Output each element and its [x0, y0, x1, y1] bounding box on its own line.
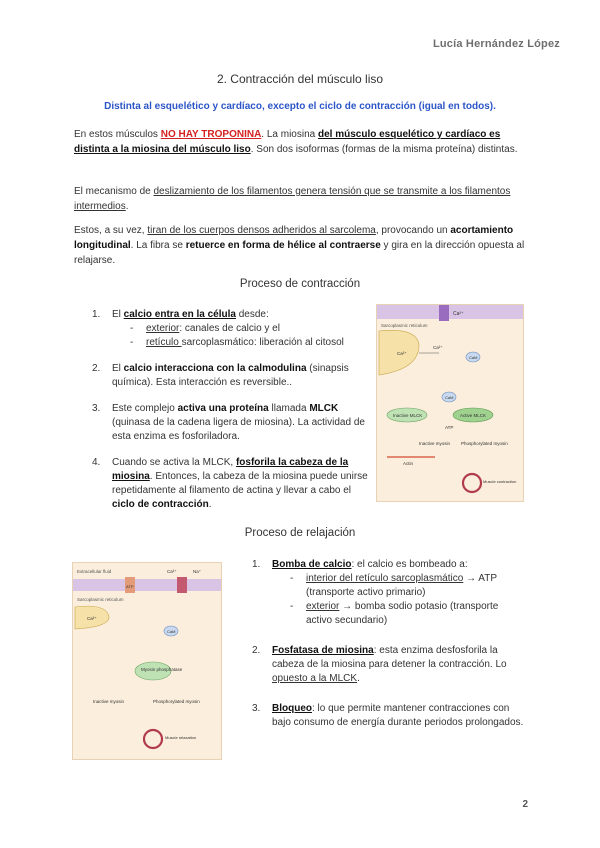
- cam-label-1: CaM: [469, 355, 478, 360]
- phosphorylated-myosin-label: Phosphorylated myosin: [153, 699, 200, 704]
- actin-label: Actin: [403, 461, 414, 466]
- relaxation-sub-2: - exterior → bomba sodio potasio (transporte activo secundario): [290, 601, 499, 626]
- cam-label: CaM: [167, 629, 176, 634]
- contraction-ring: [463, 474, 481, 492]
- sr-label: Sarcoplasmic reticulum: [77, 597, 124, 602]
- ca-label-top: Ca²⁺: [167, 569, 177, 574]
- inactive-mlck-label: Inactive MLCK: [393, 413, 423, 418]
- sodium-exchanger: [177, 577, 187, 593]
- ca-label-sr: Ca²⁺: [397, 351, 407, 356]
- muscle-contraction-label: Muscle contraction: [483, 479, 517, 484]
- ca-label-sr: Ca²⁺: [87, 616, 97, 621]
- cell-membrane: [73, 579, 221, 591]
- muscle-relaxation-label: Muscle relaxation: [165, 735, 197, 740]
- section-subtitle: Distinta al esquelético y cardíaco, excepto el ciclo de contracción (igual en todos).: [104, 101, 496, 112]
- contraction-heading: Proceso de contracción: [239, 278, 361, 290]
- relaxation-step-3: 3. Bloqueo: lo que permite mantener contracciones con bajo consumo de energía durante periodos prolongados.: [252, 703, 524, 728]
- inactive-myosin-label: Inactive myosin: [419, 441, 451, 446]
- ca-label-mid: Ca²⁺: [433, 345, 443, 350]
- phosphorylated-myosin-label: Phosphorylated myosin: [461, 441, 508, 446]
- contraction-step-3: 3. Este complejo activa una proteína llamada MLCK (quinasa de la cadena ligera de miosina). La actividad de esta enzima es fosforiladora.: [92, 403, 365, 442]
- relaxation-heading: Proceso de relajación: [244, 527, 356, 539]
- intro-paragraph-3: Estos, a su vez, tiran de los cuerpos densos adheridos al sarcolema, provocando un acortamiento longitudinal. La fibra se retuerce en forma de hélice al contraerse y gira en la dirección opuesta al relajarse.: [74, 225, 525, 266]
- contraction-step-1: 1. El calcio entra en la célula desde: - exterior: canales de calcio y el - retículo sarcoplasmático: liberación al citosol: [92, 308, 372, 350]
- active-mlck-label: Active MLCK: [460, 413, 487, 418]
- relaxation-sub-1: - interior del retículo sarcoplasmático → ATP (transporte activo primario): [290, 573, 497, 598]
- contraction-sub-2: - retículo sarcoplasmático: liberación al citosol: [130, 337, 344, 348]
- atp-pump-label: ATP: [126, 584, 134, 589]
- atp-label: ATP: [445, 425, 454, 430]
- contraction-step-4: 4. Cuando se activa la MLCK, fosforila la cabeza de la miosina. Entonces, la cabeza de la miosina puede unirse repetidamente al filamento de actina y llevar a cabo el ciclo de contracción.: [92, 457, 368, 510]
- relaxation-steps: [252, 558, 526, 740]
- ca-label-top: Ca²⁺: [453, 311, 464, 317]
- relaxation-ring: [144, 730, 162, 748]
- contraction-steps: [92, 308, 372, 522]
- cam-label-2: CaM: [445, 395, 454, 400]
- calcium-channel: [439, 305, 449, 321]
- author-name: Lucía Hernández López: [432, 38, 560, 50]
- intro-paragraph-2: El mecanismo de deslizamiento de los filamentos genera tensión que se transmite a los filamentos intermedios.: [74, 186, 511, 212]
- contraction-diagram-svg: [377, 305, 523, 501]
- phosphatase-label: Myosin phosphatase: [141, 667, 183, 672]
- page-number: 2: [522, 799, 528, 810]
- contraction-sub-1: - exterior: canales de calcio y el: [130, 323, 280, 334]
- na-label: Na⁺: [193, 569, 202, 574]
- section-title: 2. Contracción del músculo liso: [216, 72, 384, 86]
- relaxation-step-1: 1. Bomba de calcio: el calcio es bombeado a: - interior del retículo sarcoplasmático → ATP (transporte activo primario) - exterior → bomba sodio potasio (transporte activo secundario): [252, 558, 526, 628]
- relaxation-diagram: [72, 562, 222, 760]
- inactive-myosin-label: Inactive myosin: [93, 699, 125, 704]
- extracellular-label: Extracellular fluid: [77, 569, 112, 574]
- intro-paragraph-1: En estos músculos NO HAY TROPONINA. La miosina del músculo esquelético y cardíaco es distinta a la miosina del músculo liso. Son dos isoformas (formas de la misma proteína) distintas.: [74, 129, 518, 155]
- cell-membrane: [377, 305, 523, 319]
- contraction-diagram: [376, 304, 524, 502]
- relaxation-step-2: 2. Fosfatasa de miosina: esta enzima desfosforila la cabeza de la miosina para detener la contracción. Lo opuesto a la MLCK.: [252, 645, 507, 684]
- relaxation-diagram-svg: [73, 563, 221, 759]
- sr-label: Sarcoplasmic reticulum: [381, 323, 428, 328]
- contraction-step-2: 2. El calcio interacciona con la calmodulina (sinapsis química). Esta interacción es reversible..: [92, 363, 349, 388]
